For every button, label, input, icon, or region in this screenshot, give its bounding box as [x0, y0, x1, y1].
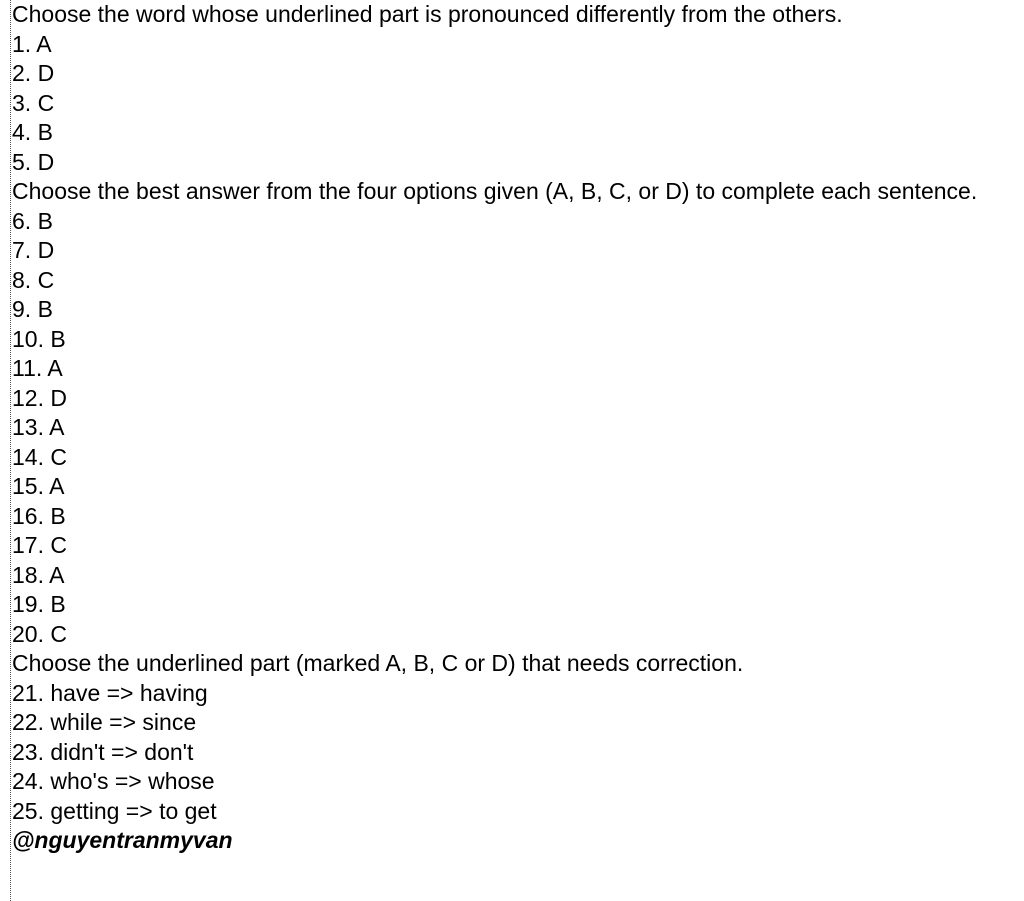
answer-item: 14. C — [12, 443, 67, 470]
answer-item: 20. C — [12, 620, 67, 647]
answer-item: 19. B — [12, 591, 66, 617]
answer-item: 15. A — [12, 473, 65, 499]
answer-item: 3. C — [12, 89, 55, 116]
answer-item: 16. B — [12, 502, 66, 529]
answer-item: 6. B — [12, 207, 53, 234]
answer-item: 25. getting => to get — [12, 797, 217, 824]
answer-item: 1. A — [12, 30, 52, 57]
answer-item: 17. C — [12, 532, 67, 558]
answer-item: 7. D — [12, 237, 55, 263]
answer-item: 24. who's => whose — [12, 768, 215, 794]
author-signature: @nguyentranmyvan — [12, 827, 233, 853]
answer-item: 22. while => since — [12, 709, 197, 735]
answer-item: 4. B — [12, 119, 53, 145]
answer-item: 2. D — [12, 60, 55, 86]
answer-item: 18. A — [12, 561, 65, 588]
answer-item: 21. have => having — [12, 679, 208, 706]
answer-item: 12. D — [12, 384, 67, 411]
answer-key-content — [12, 0, 1002, 856]
answer-item: 9. B — [12, 296, 53, 322]
answer-item: 5. D — [12, 148, 55, 175]
section-3-heading: Choose the underlined part (marked A, B, C or D) that needs correction. — [12, 650, 744, 676]
section-2-heading: Choose the best answer from the four options given (A, B, C, or D) to complete each sentence. — [12, 178, 978, 204]
answer-item: 23. didn't => don't — [12, 738, 194, 765]
answer-item: 10. B — [12, 325, 66, 352]
section-1-heading: Choose the word whose underlined part is pronounced differently from the others. — [12, 1, 843, 27]
answer-item: 11. A — [12, 355, 63, 381]
margin-guide-line — [10, 0, 11, 901]
answer-item: 8. C — [12, 266, 55, 293]
answer-item: 13. A — [12, 414, 65, 440]
